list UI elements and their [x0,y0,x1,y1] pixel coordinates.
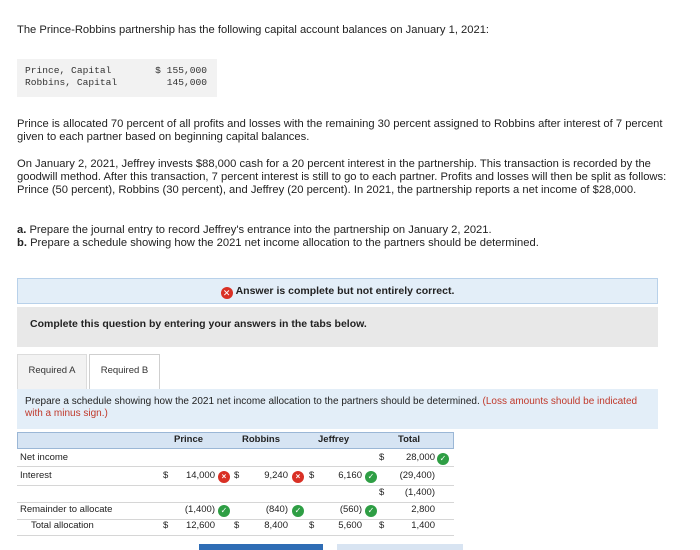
row-divider [17,466,454,467]
loss-note: (Loss amounts should be indicated with a minus sign.) [25,396,638,419]
problem-paragraph: Prince (50 percent), Robbins (30 percent), and Jeffrey (20 percent). In 2021, the partnership reports a net income of $28,000. [17,184,637,196]
correct-icon: ✓ [437,453,449,465]
total-allocation-robbins[interactable]: 8,400 [264,520,288,531]
net-income-total[interactable]: 28,000 [405,452,435,463]
dollar-sign: $ [163,470,169,481]
task-b [17,236,700,250]
dollar-sign: $ [234,520,240,531]
row-divider [17,502,454,503]
header-prince: Prince [174,434,204,445]
header-jeffrey: Jeffrey [318,434,350,445]
tab-required-b[interactable]: Required B [89,354,160,390]
interest-total[interactable]: (29,400) [399,470,435,481]
header-robbins: Robbins [242,434,280,445]
header-total: Total [398,434,420,445]
total-allocation-prince[interactable]: 12,600 [185,520,215,531]
interest-jeffrey[interactable]: 6,160 [338,470,362,481]
task-a [17,223,700,237]
task-a-text: Prepare the journal entry to record Jeffrey's entrance into the partnership on January 2, 2021. [29,224,492,236]
incorrect-icon: × [218,471,230,483]
row-label-total-allocation: Total allocation [31,520,94,531]
tab-required-a[interactable]: Required A [17,354,87,390]
capital-value: 145,000 [166,77,207,88]
problem-paragraph: Prince is allocated 70 percent of all profits and losses with the remaining 30 percent assigned to Robbins after interest of 7 percent [17,118,663,130]
task-a-label: a. [17,224,27,236]
correct-icon: ✓ [365,471,377,483]
problem-paragraph: On January 2, 2021, Jeffrey invests $88,000 cash for a 20 percent interest in the partnership. This transaction is recorded by the [17,158,651,170]
remainder-robbins[interactable]: (840) [265,504,288,515]
dollar-sign: $ [163,520,169,531]
row-label-remainder: Remainder to allocate [20,504,113,515]
capital-balances-table [17,59,217,97]
remainder-total[interactable]: 2,800 [411,504,435,515]
schedule-header [17,432,454,449]
row-divider [17,535,454,536]
total-allocation-total[interactable]: 1,400 [411,520,435,531]
total-allocation-jeffrey[interactable]: 5,600 [338,520,362,531]
problem-paragraph: goodwill method. After this transaction, 7 percent interest is still to go to each partner. Profits and losses will then be split as follows: [17,171,667,183]
task-b-text: Prepare a schedule showing how the 2021 net income allocation to the partners should be determined. [30,237,539,249]
dollar-sign: $ [309,520,315,531]
capital-value: $ 155,000 [155,65,207,76]
dollar-sign: $ [379,520,385,531]
incorrect-icon: × [292,471,304,483]
correct-icon: ✓ [292,505,304,517]
incorrect-icon: ✕ [221,287,233,299]
correct-icon: ✓ [218,505,230,517]
task-b-label: b. [17,237,27,249]
next-required-button[interactable] [337,544,463,550]
subtotal-total[interactable]: (1,400) [404,487,435,498]
problem-paragraph: given to each partner based on beginning capital balances. [17,131,310,143]
prev-required-button[interactable] [199,544,323,550]
dollar-sign: $ [234,470,240,481]
interest-prince[interactable]: 14,000 [185,470,215,481]
tab-instruction-text: Prepare a schedule showing how the 2021 net income allocation to the partners should be determined. [25,396,480,407]
row-divider [17,485,454,486]
row-label-net-income: Net income [20,452,69,463]
tab-instruction-box [17,389,658,429]
dollar-sign: $ [309,470,315,481]
dollar-sign: $ [379,452,385,463]
instructions-text: Complete this question by entering your answers in the tabs below. [30,318,367,330]
capital-name: Prince, Capital [25,65,112,76]
remainder-jeffrey[interactable]: (560) [339,504,362,515]
result-banner-text: Answer is complete but not entirely correct. [235,285,455,297]
income-allocation-schedule [17,432,454,536]
result-banner [17,278,658,304]
remainder-prince[interactable]: (1,400) [184,504,215,515]
instructions-box [17,307,658,347]
correct-icon: ✓ [365,505,377,517]
dollar-sign: $ [379,487,385,498]
interest-robbins[interactable]: 9,240 [264,470,288,481]
problem-intro: The Prince-Robbins partnership has the following capital account balances on January 1, 2021: [17,24,490,36]
row-label-interest: Interest [20,470,52,481]
capital-name: Robbins, Capital [25,77,118,88]
